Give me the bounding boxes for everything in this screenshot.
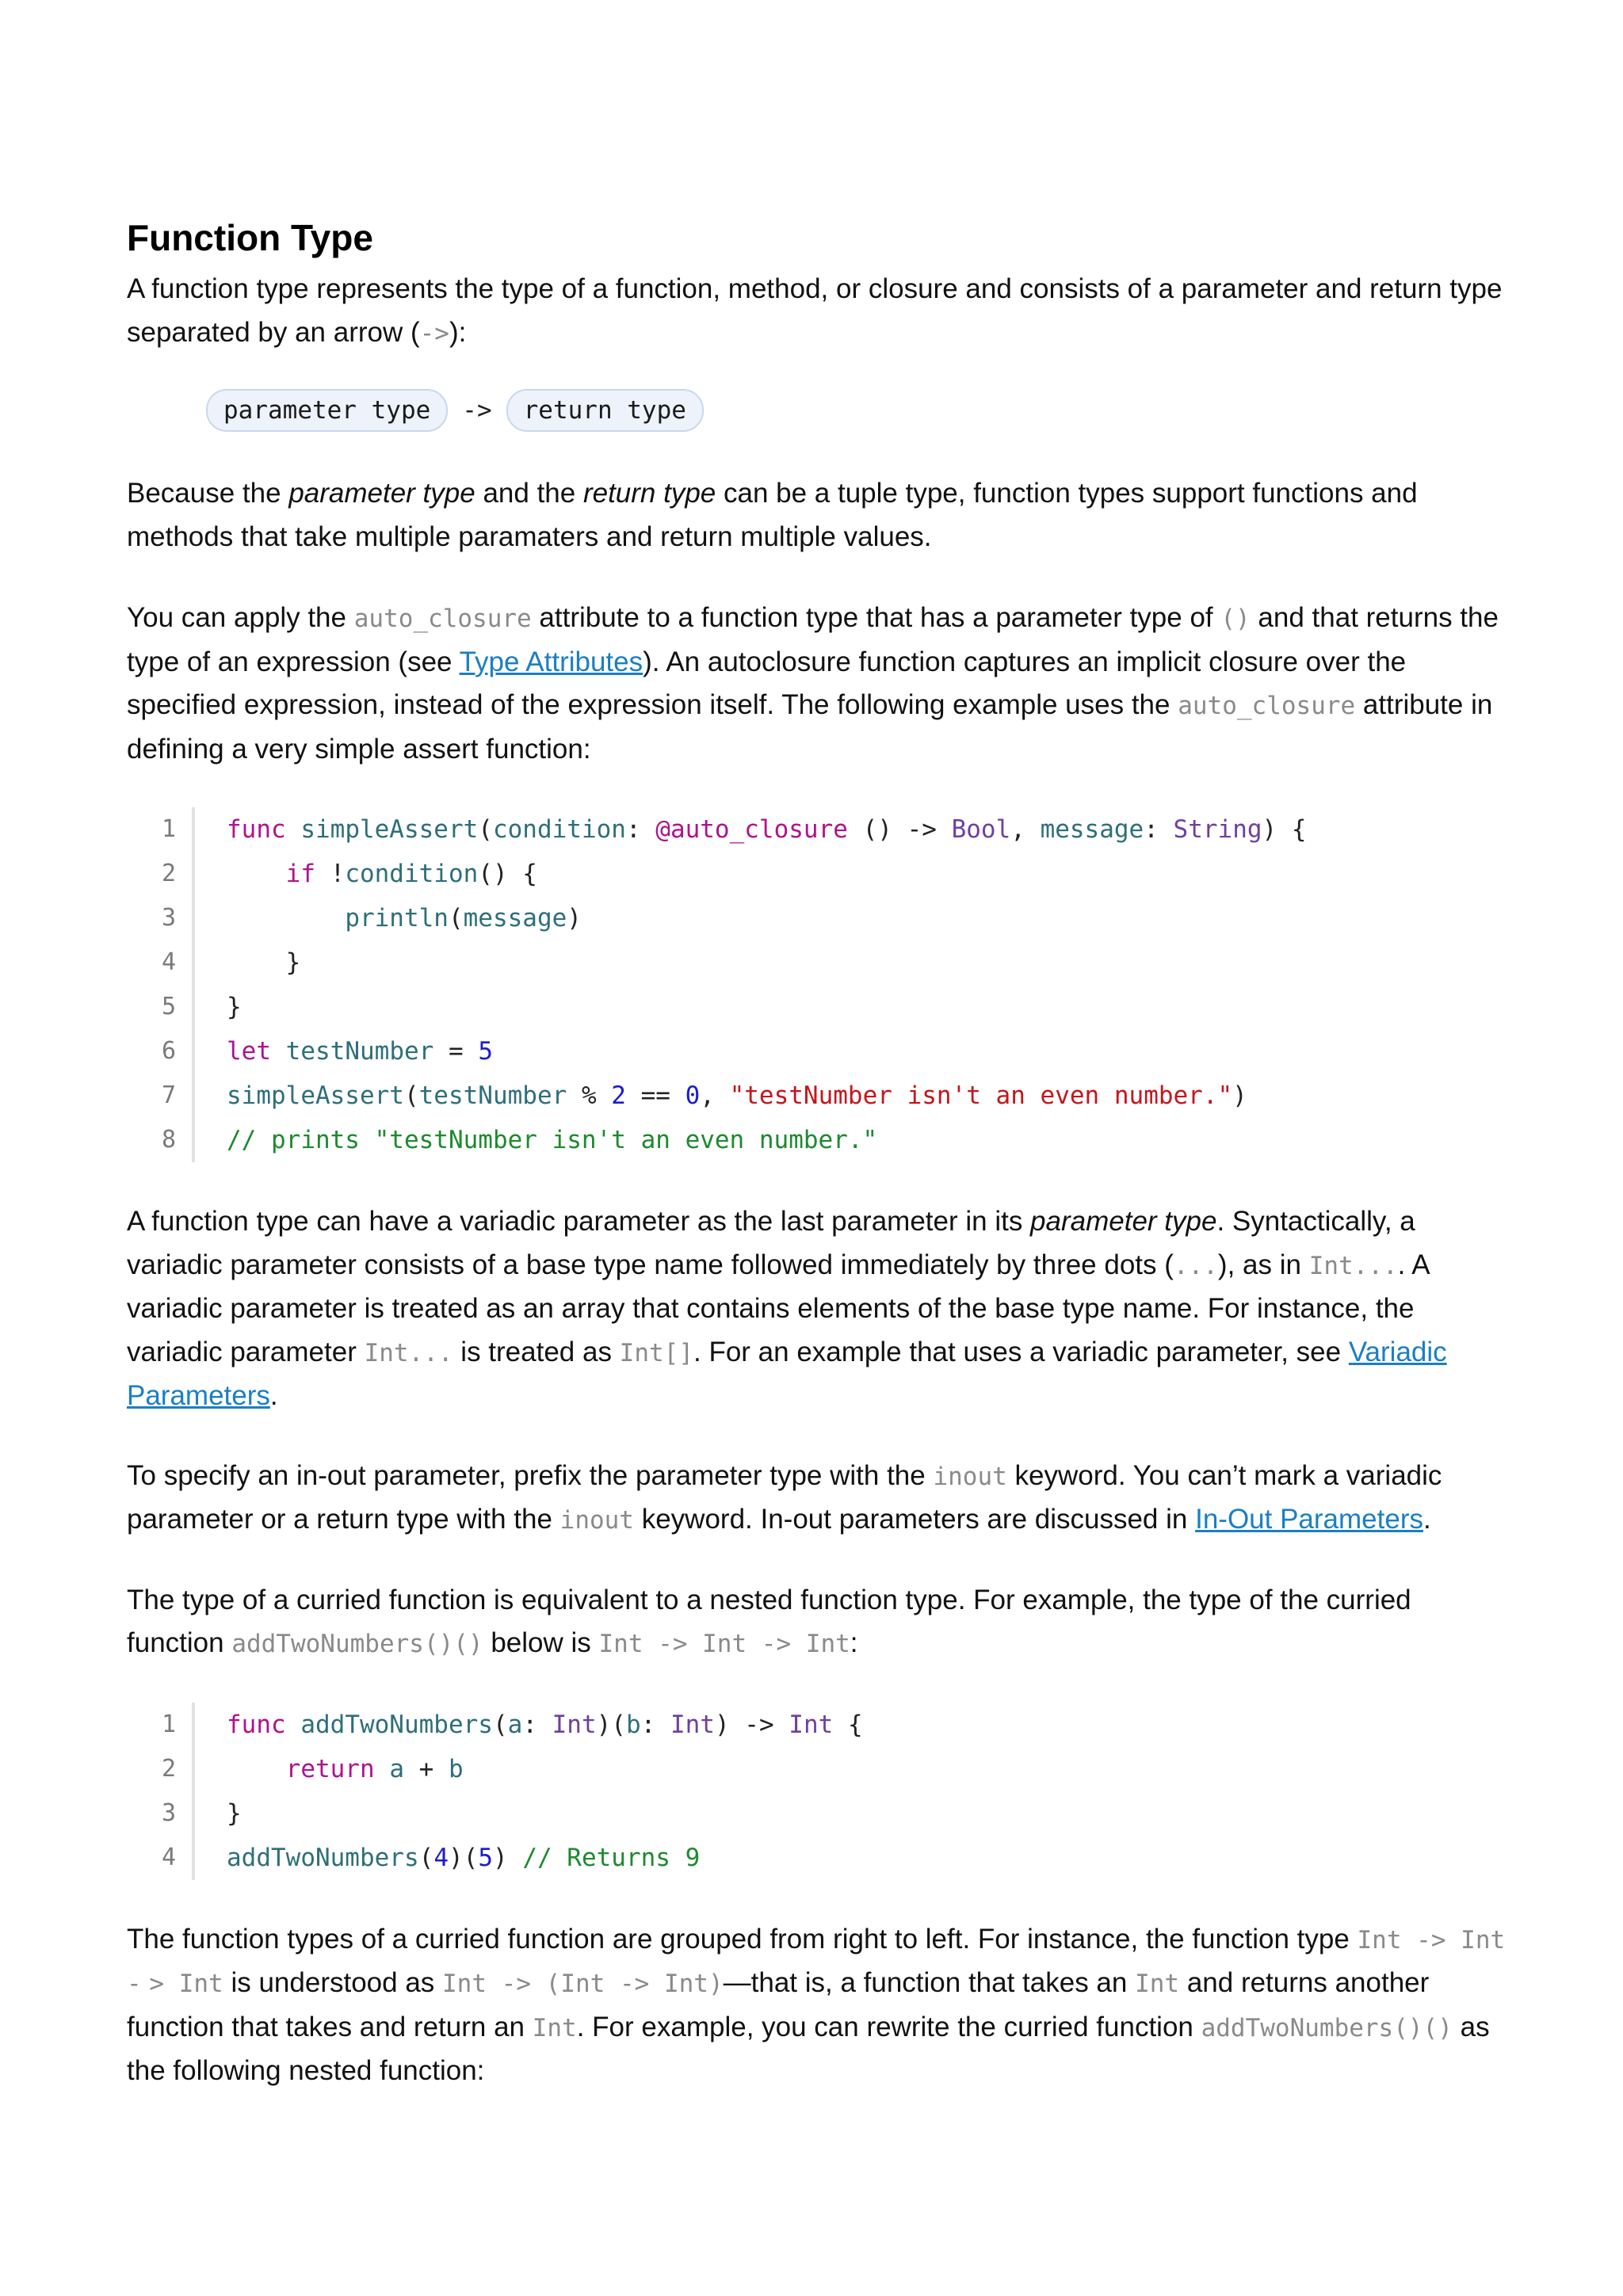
code-token: 5 (478, 1843, 493, 1872)
return-type-token: return type (506, 389, 704, 432)
code-line (127, 1791, 1506, 1836)
code-token (227, 904, 345, 933)
code-token: // Returns 9 (522, 1843, 701, 1872)
code-line (127, 1074, 1506, 1118)
code-token: ) -> (714, 1710, 789, 1739)
code-token: 5 (478, 1037, 493, 1066)
code-token: } (227, 948, 301, 977)
code-token: condition (345, 860, 479, 888)
code-token: : (625, 815, 656, 844)
code-line (127, 1029, 1506, 1074)
code-token: , (700, 1081, 730, 1110)
code-token: Bool (951, 815, 1011, 844)
code-line (127, 852, 1506, 896)
code-text (195, 985, 242, 1029)
code-token: message (1040, 815, 1144, 844)
code-token: func (227, 1710, 286, 1739)
variadic-paragraph: A function type can have a variadic parameter as the last parameter in its parameter type. Syntactically, a variadic parameter consists of a base type name followed immediately by three dots (...), as in Int.... A variadic parameter is treated as an array that contains elements of the base type name. For instance, the variadic parameter Int... is treated as Int[]. For an example that uses a variadic parameter, see Variadic Parameters. (127, 1206, 1447, 1411)
code-text (195, 1074, 1247, 1118)
code-line (127, 1747, 1506, 1791)
line-number: 1 (151, 1703, 195, 1747)
code-token (227, 1755, 286, 1783)
code-token: if (285, 860, 315, 888)
line-number: 8 (151, 1118, 195, 1162)
line-number: 2 (151, 1747, 195, 1791)
arrow-code: -> (419, 318, 449, 348)
code-token: : (522, 1710, 552, 1739)
type-attributes-link[interactable]: Type Attributes (459, 646, 643, 677)
code-token: , (1010, 815, 1041, 844)
code-token: "testNumber isn't an even number." (729, 1081, 1233, 1110)
code-text (195, 807, 1307, 852)
code-token: } (227, 993, 242, 1021)
code-text (195, 1836, 700, 1880)
parameter-type-token: parameter type (206, 389, 448, 432)
line-number: 6 (151, 1029, 195, 1074)
in-out-parameters-link[interactable]: In-Out Parameters (1195, 1504, 1423, 1535)
code-token: ( (418, 1843, 434, 1872)
code-token: addTwoNumbers (227, 1843, 419, 1872)
code-token: { (833, 1710, 863, 1739)
code-token: simpleAssert (227, 1081, 404, 1110)
code-text (195, 852, 537, 896)
code-token: condition (492, 815, 626, 844)
syntax-diagram (206, 387, 1506, 434)
code-token: b (448, 1754, 464, 1783)
code-token (286, 1711, 301, 1739)
code-token: String (1173, 815, 1262, 844)
code-text (195, 1703, 863, 1747)
line-number: 4 (151, 1836, 195, 1880)
tuple-paragraph: Because the parameter type and the return type can be a tuple type, function types support functions and methods that take multiple paramaters and return multiple values. (127, 478, 1418, 552)
code-text (195, 940, 300, 985)
code-token: testNumber (285, 1037, 434, 1066)
code-token: Int (789, 1710, 834, 1739)
line-number: 3 (151, 1791, 195, 1836)
code-token: + (403, 1754, 449, 1783)
variadic-parameters-link[interactable]: Variadic Parameters (127, 1336, 1447, 1411)
code-token: ( (478, 815, 493, 844)
code-token: testNumber (418, 1081, 567, 1110)
code-line (127, 1118, 1506, 1162)
code-text (195, 1118, 877, 1162)
code-token: // prints "testNumber isn't an even number." (227, 1126, 878, 1154)
syntax-arrow: -> (462, 396, 492, 425)
code-token: } (227, 1798, 242, 1828)
code-token: 2 (611, 1081, 626, 1110)
code-text (195, 1029, 493, 1074)
code-text (195, 896, 582, 940)
code-token: : (640, 1710, 670, 1739)
code-line (127, 985, 1506, 1029)
code-token: return (285, 1754, 375, 1783)
inout-paragraph: To specify an in-out parameter, prefix the parameter type with the inout keyword. You can’t mark a variadic parameter or a return type with the inout keyword. In-out parameters are discussed in In-Out Parameters. (127, 1459, 1442, 1535)
code-line (127, 896, 1506, 940)
line-number: 2 (151, 852, 195, 896)
code-token: func (227, 815, 286, 844)
code-token: )( (448, 1843, 479, 1872)
code-line (127, 1703, 1506, 1747)
code-token: ) (1232, 1081, 1247, 1110)
code-token: ) { (1262, 815, 1307, 844)
code-token: Int (552, 1710, 597, 1739)
code-token: a (507, 1710, 523, 1739)
document-page (127, 214, 1506, 2093)
code-token: ( (448, 904, 464, 933)
code-token: 4 (433, 1843, 449, 1872)
line-number: 5 (151, 985, 195, 1029)
code-token: @auto_closure (655, 815, 848, 844)
line-number: 7 (151, 1074, 195, 1118)
code-token (227, 860, 286, 888)
section-heading: Function Type (127, 217, 373, 258)
code-listing-simple-assert (127, 807, 1506, 1162)
code-token: () { (478, 860, 537, 888)
code-line (127, 940, 1506, 985)
code-token: ( (403, 1081, 419, 1110)
intro-paragraph: A function type represents the type of a function, method, or closure and consists of a parameter and return type separated by an arrow (->): (127, 273, 1503, 348)
grouping-paragraph: The function types of a curried function are grouped from right to left. For instance, the function type Int -> Int - > Int is understood as Int -> (Int -> Int)—that is, a function that takes an Int and returns another function that takes and return an Int. For example, you can rewrite the curried function addTwoNumbers()() as the following nested function: (127, 1923, 1506, 2086)
code-token: addTwoNumbers (300, 1710, 493, 1739)
code-token: == (625, 1081, 685, 1110)
code-token: message (463, 904, 567, 933)
code-line (127, 807, 1506, 852)
code-token: = (433, 1037, 479, 1066)
code-token: let (227, 1037, 271, 1066)
code-token (271, 1037, 286, 1066)
code-text (195, 1791, 242, 1836)
code-token: b (625, 1710, 641, 1739)
code-token: println (345, 904, 449, 933)
code-token: Int (670, 1710, 715, 1739)
line-number: 3 (151, 896, 195, 940)
code-token: ) (567, 904, 582, 933)
line-number: 4 (151, 940, 195, 985)
code-token: ) (492, 1843, 523, 1872)
code-listing-add-two-numbers (127, 1703, 1506, 1880)
curried-paragraph: The type of a curried function is equivalent to a nested function type. For example, the type of the curried function addTwoNumbers()() below is Int -> Int -> Int: (127, 1584, 1411, 1658)
code-text (195, 1747, 464, 1791)
code-token: simpleAssert (300, 815, 479, 844)
code-token: a (389, 1754, 404, 1783)
code-line (127, 1836, 1506, 1880)
code-token: : (1144, 815, 1174, 844)
code-token: % (567, 1081, 612, 1110)
code-token (375, 1755, 390, 1783)
code-token: ( (492, 1710, 508, 1739)
code-token: ! (315, 860, 346, 888)
autoclosure-paragraph: You can apply the auto_closure attribute to a function type that has a parameter type of () and that returns the type of an expression (see Type Attributes). An autoclosure function captures an implicit closure over the specified expression, instead of the expression itself. The following example uses the auto_closure attribute in defining a very simple assert function: (127, 602, 1499, 765)
code-token: )( (596, 1710, 626, 1739)
code-token: 0 (685, 1081, 701, 1110)
code-token (286, 815, 301, 844)
line-number: 1 (151, 807, 195, 852)
code-token: () -> (847, 815, 952, 844)
